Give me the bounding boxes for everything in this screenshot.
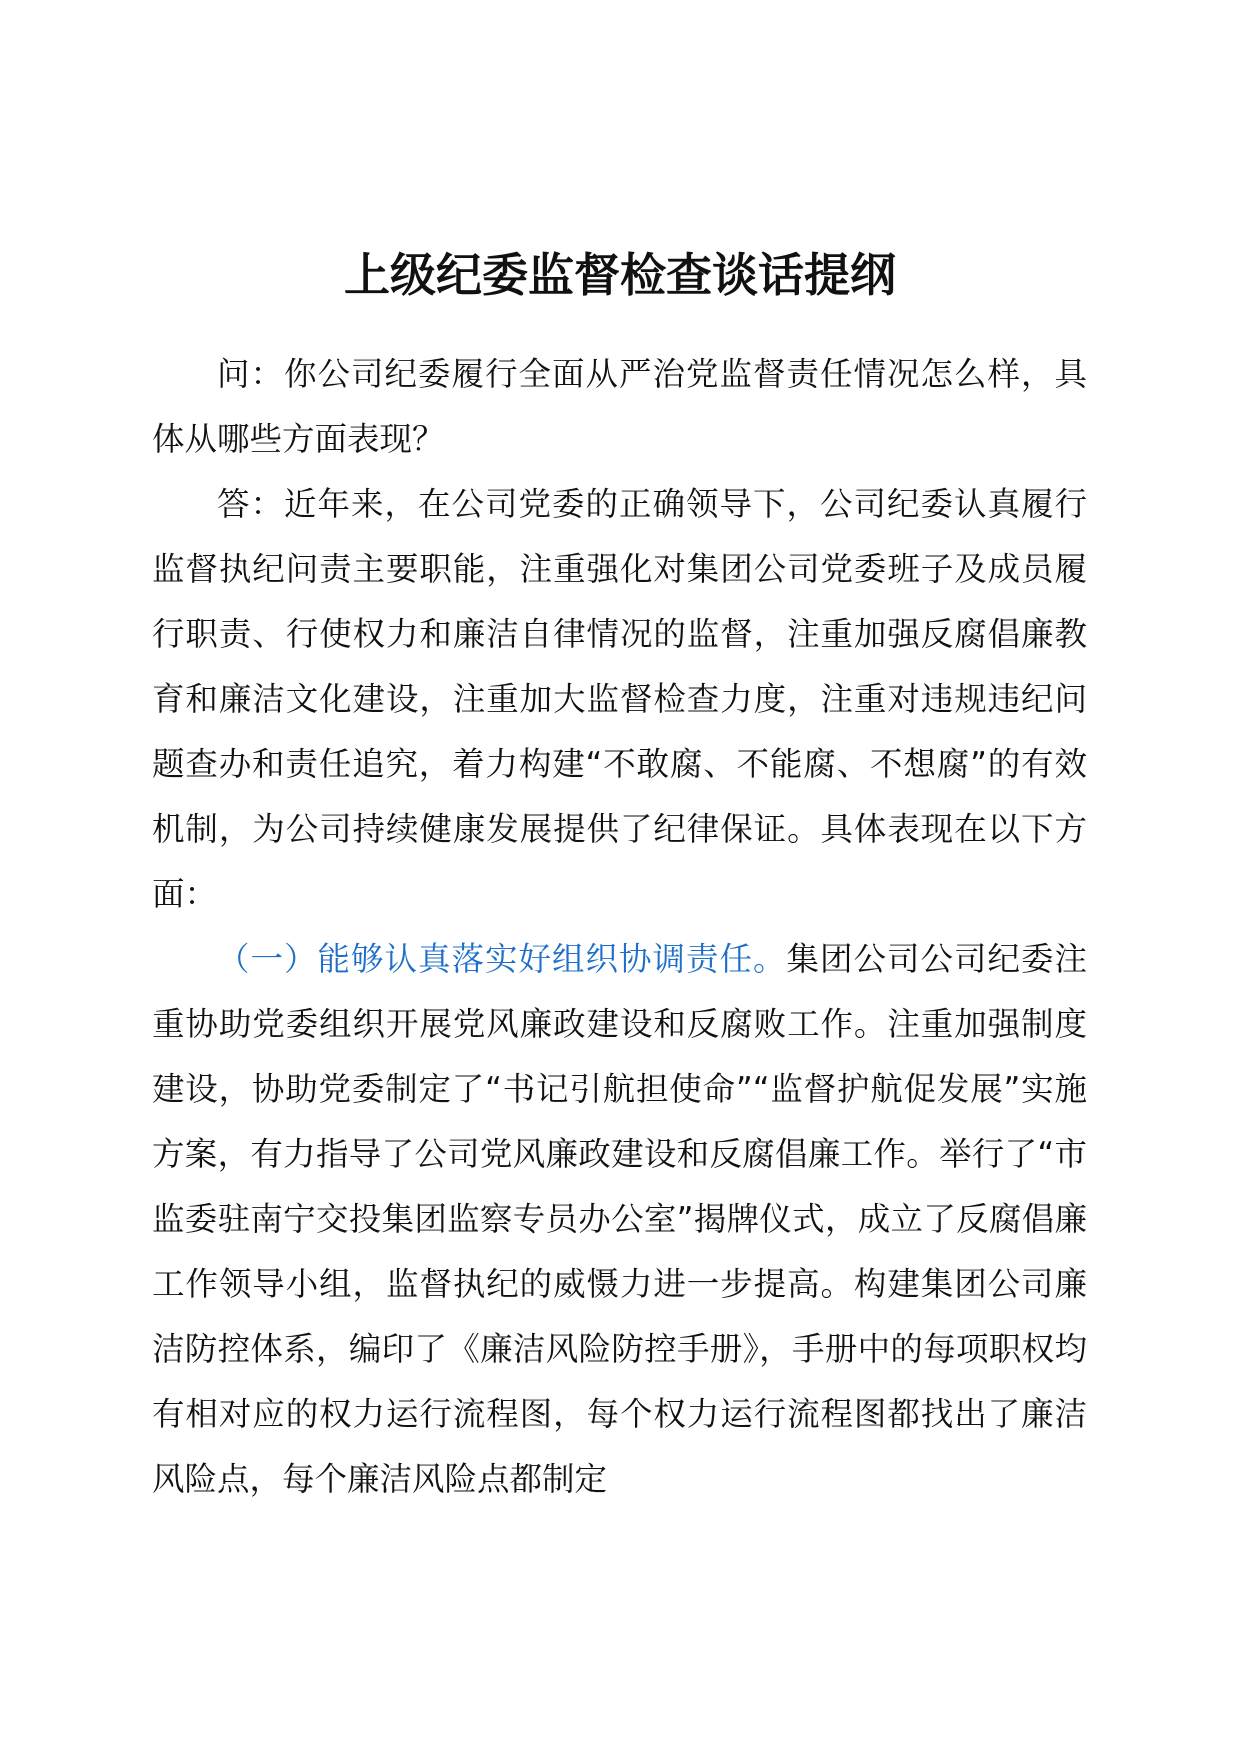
document-title: 上级纪委监督检查谈话提纲 <box>344 248 896 302</box>
section-1-paragraph <box>152 927 1087 1512</box>
section-1-heading: （一）能够认真落实好组织协调责任。 <box>217 940 787 978</box>
answer-paragraph: 答：近年来，在公司党委的正确领导下，公司纪委认真履行监督执纪问责主要职能，注重强化对集团公司党委班子及成员履行职责、行使权力和廉洁自律情况的监督，注重加强反腐倡廉教育和廉洁文化建设，注重加大监督检查力度，注重对违规违纪问题查办和责任追究，着力构建“不敢腐、不能腐、不想腐”的有效机制，为公司持续健康发展提供了纪律保证。具体表现在以下方面： <box>152 485 1087 913</box>
question-paragraph: 问：你公司纪委履行全面从严治党监督责任情况怎么样，具体从哪些方面表现？ <box>152 355 1087 458</box>
document-body <box>152 342 1087 1512</box>
section-1-text: 集团公司公司纪委注重协助党委组织开展党风廉政建设和反腐败工作。注重加强制度建设，协助党委制定了“书记引航担使命”“监督护航促发展”实施方案，有力指导了公司党风廉政建设和反腐倡廉工作。举行了“市监委驻南宁交投集团监察专员办公室”揭牌仪式，成立了反腐倡廉工作领导小组，监督执纪的威慑力进一步提高。构建集团公司廉洁防控体系，编印了《廉洁风险防控手册》，手册中的每项职权均有相对应的权力运行流程图，每个权力运行流程图都找出了廉洁风险点，每个廉洁风险点都制定 <box>152 940 1087 1498</box>
